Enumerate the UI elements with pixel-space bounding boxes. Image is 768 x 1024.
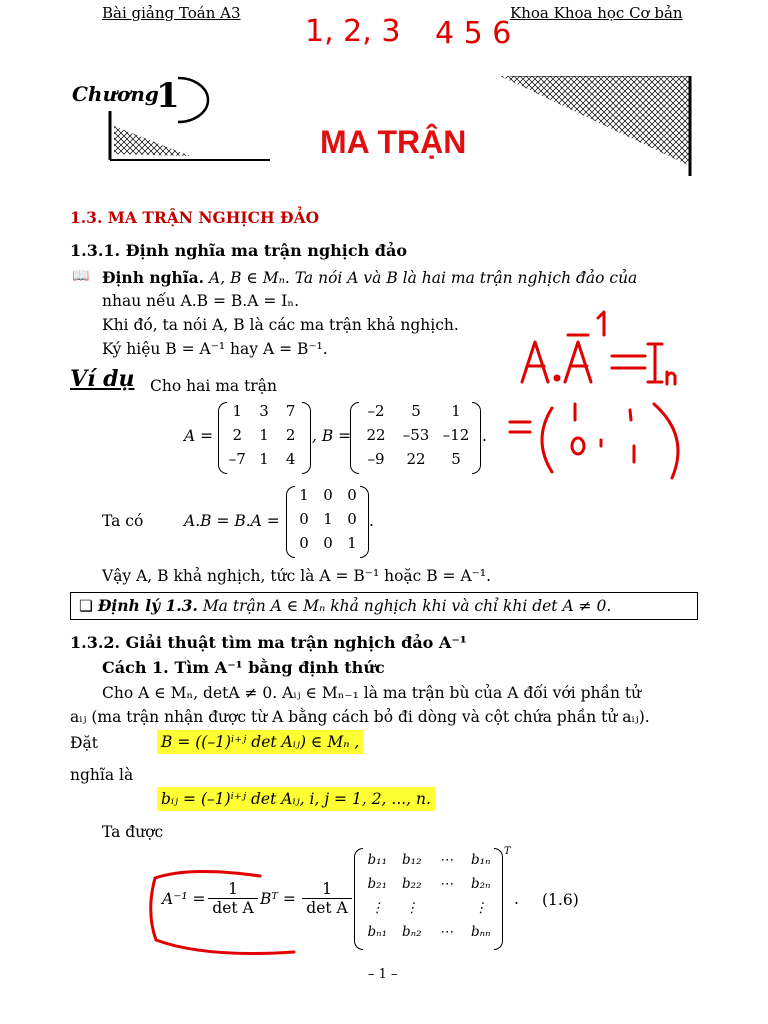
product-label: A.B = B.A = bbox=[184, 512, 280, 530]
equation-number: (1.6) bbox=[542, 891, 579, 909]
checkbox-icon: ❏ bbox=[79, 597, 93, 615]
matrix-B bbox=[356, 402, 476, 468]
matrix-I-right-paren bbox=[360, 486, 369, 558]
fraction-1-num: 1 bbox=[228, 880, 238, 898]
definition-line3: Khi đó, ta nói A, B là các ma trận khả nghịch. bbox=[102, 316, 459, 334]
page-number: – 1 – bbox=[368, 967, 398, 982]
chapter-label: Chương bbox=[72, 82, 159, 106]
ink-zero-2 bbox=[572, 438, 584, 454]
matrix-cell: –53 bbox=[402, 426, 430, 444]
matrix-B-right-paren bbox=[472, 402, 481, 474]
formula-end-dot: . bbox=[514, 890, 519, 908]
method-line1: Cho A ∈ Mₙ, detA ≠ 0. Aᵢⱼ ∈ Mₙ₋₁ là ma trận bù của A đối với phần tử bbox=[102, 684, 642, 702]
matrix-cell: bₙ₂ bbox=[401, 924, 422, 940]
matrix-cell: 1 bbox=[299, 486, 309, 504]
ink-equals bbox=[612, 356, 645, 368]
ink-letter-A2 bbox=[565, 342, 591, 382]
matrix-cell: 3 bbox=[259, 402, 269, 420]
matrix-cell: 0 bbox=[299, 534, 309, 552]
handwritten-note-1: 1, 2, 3 bbox=[305, 14, 401, 49]
matrix-cell: 4 bbox=[285, 450, 296, 468]
matrix-cell: ⋮ bbox=[370, 900, 384, 916]
matrix-cell: b₂ₙ bbox=[470, 876, 491, 892]
matrix-cell: bₙ₁ bbox=[367, 924, 388, 940]
matrix-cell: 0 bbox=[299, 510, 309, 528]
matrix-cell: 1 bbox=[323, 510, 333, 528]
transpose-mark: T bbox=[504, 846, 511, 857]
matrix-A-right-paren bbox=[302, 402, 311, 474]
example-conclusion: Vậy A, B khả nghịch, tức là A = B⁻¹ hoặc B = A⁻¹. bbox=[102, 567, 491, 585]
ink-one-2 bbox=[601, 440, 634, 462]
fraction-1 bbox=[208, 880, 258, 917]
matrix-B-end-dot: . bbox=[482, 427, 487, 445]
matrix-cell: 1 bbox=[259, 450, 269, 468]
ink-right-paren bbox=[654, 404, 678, 478]
ink-inverse-mark bbox=[568, 312, 604, 335]
formula-B: B = ((–1)ⁱ⁺ʲ det Aᵢⱼ) ∈ Mₙ , bbox=[157, 730, 363, 754]
theorem-label: Định lý 1.3. bbox=[97, 596, 198, 615]
matrix-cell: b₁₁ bbox=[367, 852, 387, 868]
matrix-I-end-dot: . bbox=[369, 512, 374, 530]
matrix-cell: 5 bbox=[451, 450, 461, 468]
sub1-heading: 1.3.1. Định nghĩa ma trận nghịch đảo bbox=[70, 241, 408, 260]
chapter-title: MA TRẬN bbox=[320, 124, 467, 160]
header-left: Bài giảng Toán A3 bbox=[102, 4, 241, 22]
ink-subscript-n bbox=[667, 372, 675, 384]
matrix-cell: b₂₁ bbox=[367, 876, 387, 892]
matrix-cell bbox=[429, 900, 464, 916]
fraction-2-num: 1 bbox=[322, 880, 332, 898]
theorem-text: Ma trận A ∈ Mₙ khả nghịch khi và chỉ khi det A ≠ 0. bbox=[202, 597, 612, 615]
theorem-box bbox=[70, 592, 698, 620]
definition-label: Định nghĩa. bbox=[102, 268, 205, 287]
matrix-cell: 5 bbox=[411, 402, 421, 420]
fraction-1-den: det A bbox=[208, 898, 258, 917]
matrix-b-right-paren bbox=[494, 848, 503, 950]
theorem-line bbox=[79, 596, 611, 615]
matrix-B-label: , B = bbox=[312, 427, 352, 445]
matrix-cell: b₁ₙ bbox=[470, 852, 491, 868]
matrix-cell: 22 bbox=[366, 426, 386, 444]
matrix-cell: ⋯ bbox=[439, 852, 453, 868]
matrix-cell: b₁₂ bbox=[402, 852, 422, 868]
matrix-cell: –9 bbox=[367, 450, 385, 468]
definition-line4: Ký hiệu B = A⁻¹ hay A = B⁻¹. bbox=[102, 340, 328, 358]
matrix-cell: 0 bbox=[323, 486, 333, 504]
method-line2: aᵢⱼ (ma trận nhận được từ A bằng cách bỏ đi dòng và cột chứa phần tử aᵢⱼ). bbox=[70, 708, 650, 726]
sub2-heading: 1.3.2. Giải thuật tìm ma trận nghịch đảo A⁻¹ bbox=[70, 633, 467, 652]
identity-matrix bbox=[292, 486, 364, 552]
example-intro: Cho hai ma trận bbox=[150, 377, 277, 395]
matrix-cell: 0 bbox=[347, 510, 357, 528]
matrix-cell: ⋮ bbox=[474, 900, 488, 916]
matrix-cell: 2 bbox=[232, 426, 243, 444]
matrix-cell: 7 bbox=[285, 402, 296, 420]
matrix-cell: 1 bbox=[259, 426, 269, 444]
ta-duoc: Ta được bbox=[102, 823, 164, 841]
fraction-2-den: det A bbox=[302, 898, 352, 917]
matrix-cell: 1 bbox=[232, 402, 243, 420]
chapter-number: 1 bbox=[156, 76, 180, 116]
ink-letter-I bbox=[648, 344, 662, 382]
matrix-A bbox=[224, 402, 304, 468]
matrix-A-label: A = bbox=[184, 427, 214, 445]
matrix-cell: 0 bbox=[323, 534, 333, 552]
method-heading: Cách 1. Tìm A⁻¹ bằng định thức bbox=[102, 658, 385, 677]
matrix-cell: ⋯ bbox=[439, 924, 453, 940]
fraction-2 bbox=[302, 880, 352, 917]
definition-line2: nhau nếu A.B = B.A = Iₙ. bbox=[102, 292, 300, 310]
matrix-cell: ⋮ bbox=[405, 900, 419, 916]
ink-zero-1 bbox=[630, 410, 631, 420]
nghia-la: nghĩa là bbox=[70, 766, 134, 784]
matrix-cell: ⋯ bbox=[439, 876, 453, 892]
matrix-cell: bₙₙ bbox=[470, 924, 491, 940]
matrix-cell: 2 bbox=[285, 426, 296, 444]
matrix-cell: 1 bbox=[347, 534, 357, 552]
example-label: Ví dụ bbox=[70, 366, 135, 392]
matrix-cell: –12 bbox=[442, 426, 470, 444]
matrix-cell: –7 bbox=[228, 450, 246, 468]
B-transpose: Bᵀ = bbox=[260, 890, 296, 908]
handwritten-note-2: 4 5 6 bbox=[435, 16, 512, 51]
ink-equals-2 bbox=[510, 422, 530, 432]
section-heading: 1.3. MA TRẬN NGHỊCH ĐẢO bbox=[70, 208, 320, 227]
ink-dot bbox=[555, 376, 559, 380]
book-icon: 📖 bbox=[72, 268, 90, 284]
matrix-cell: –2 bbox=[367, 402, 385, 420]
inverse-lhs: A⁻¹ = bbox=[162, 890, 206, 908]
ink-left-paren bbox=[542, 408, 552, 472]
ta-co: Ta có bbox=[102, 512, 144, 530]
matrix-b bbox=[360, 852, 498, 940]
dat-label: Đặt bbox=[70, 734, 98, 752]
definition-line1 bbox=[102, 268, 702, 287]
matrix-cell: b₂₂ bbox=[402, 876, 422, 892]
chapter-banner bbox=[70, 76, 700, 186]
ink-letter-A1 bbox=[522, 342, 548, 382]
matrix-cell: 1 bbox=[451, 402, 461, 420]
header-right: Khoa Khoa học Cơ bản bbox=[510, 4, 683, 22]
matrix-cell: 0 bbox=[347, 486, 357, 504]
definition-text-1: A, B ∈ Mₙ. Ta nói A và B là hai ma trận nghịch đảo của bbox=[209, 269, 638, 287]
matrix-cell: 22 bbox=[406, 450, 426, 468]
formula-b: bᵢⱼ = (–1)ⁱ⁺ʲ det Aᵢⱼ, i, j = 1, 2, ..., n. bbox=[157, 787, 435, 811]
